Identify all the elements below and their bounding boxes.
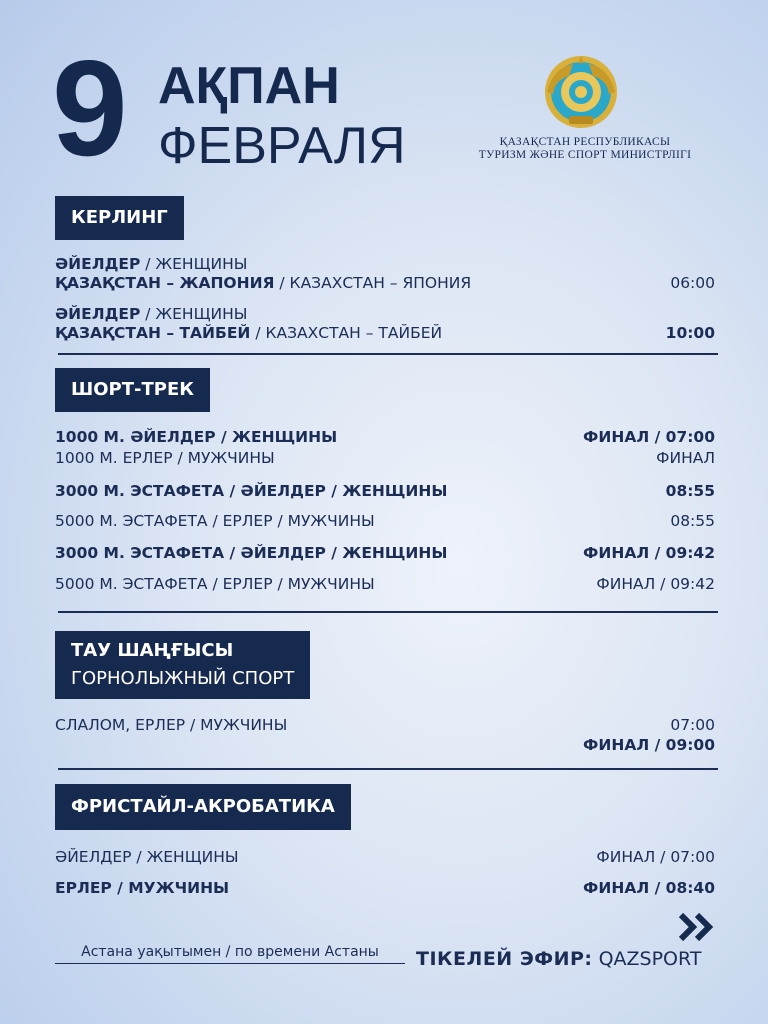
short-track-event bbox=[55, 481, 715, 501]
short-track-event bbox=[55, 511, 715, 531]
divider bbox=[58, 611, 718, 613]
curling-event-1-category bbox=[55, 254, 715, 274]
channel-name: QAZSPORT bbox=[592, 948, 702, 970]
divider bbox=[58, 353, 718, 355]
alpine-event bbox=[55, 715, 715, 735]
event-name: 3000 М. ЭСТАФЕТА / ӘЙЕЛДЕР / ЖЕНЩИНЫ bbox=[55, 482, 448, 500]
alpine-event-final bbox=[55, 735, 715, 755]
live-broadcast bbox=[416, 948, 701, 970]
timezone-note: Астана уақытымен / по времени Астаны bbox=[55, 944, 405, 964]
month-kz: АҚПАН bbox=[158, 57, 340, 115]
category-ru: / ЖЕНЩИНЫ bbox=[140, 255, 248, 273]
event-time: ФИНАЛ / 08:40 bbox=[583, 879, 715, 897]
freestyle-tag: ФРИСТАЙЛ-АКРОБАТИКА bbox=[55, 784, 351, 830]
event-time: 08:55 bbox=[665, 482, 715, 500]
month-ru: ФЕВРАЛЯ bbox=[158, 117, 406, 175]
alpine-title-ru: ГОРНОЛЫЖНЫЙ СПОРТ bbox=[71, 668, 295, 689]
ministry-line-1: ҚАЗАҚСТАН РЕСПУБЛИКАСЫ bbox=[499, 136, 671, 148]
curling-event-1 bbox=[55, 273, 715, 293]
live-label: ТІКЕЛЕЙ ЭФИР: bbox=[416, 948, 593, 970]
short-track-event bbox=[55, 448, 715, 468]
match-kz: ҚАЗАҚСТАН – ТАЙБЕЙ bbox=[55, 324, 251, 342]
alpine-tag bbox=[55, 631, 310, 699]
short-track-event bbox=[55, 427, 715, 447]
event-name: 1000 М. ЕРЛЕР / МУЖЧИНЫ bbox=[55, 449, 275, 467]
event-name: 5000 М. ЭСТАФЕТА / ЕРЛЕР / МУЖЧИНЫ bbox=[55, 512, 375, 530]
category-kz: ӘЙЕЛДЕР bbox=[55, 305, 141, 323]
event-time: ФИНАЛ / 07:00 bbox=[596, 848, 715, 866]
event-name: ӘЙЕЛДЕР / ЖЕНЩИНЫ bbox=[55, 848, 239, 866]
event-time: ФИНАЛ bbox=[656, 449, 715, 467]
category-ru: / ЖЕНЩИНЫ bbox=[140, 305, 248, 323]
match-ru: / КАЗАХСТАН – ТАЙБЕЙ bbox=[250, 324, 443, 342]
event-time: ФИНАЛ / 09:00 bbox=[583, 736, 715, 754]
event-name: 1000 М. ӘЙЕЛДЕР / ЖЕНЩИНЫ bbox=[55, 428, 338, 446]
ministry-line-2: ТУРИЗМ ЖӘНЕ СПОРТ МИНИСТРЛІГІ bbox=[478, 149, 692, 161]
category-kz: ӘЙЕЛДЕР bbox=[55, 255, 141, 273]
state-emblem-icon bbox=[543, 54, 619, 130]
event-name: СЛАЛОМ, ЕРЛЕР / МУЖЧИНЫ bbox=[55, 716, 288, 734]
event-time: ФИНАЛ / 07:00 bbox=[583, 428, 715, 446]
event-time: 07:00 bbox=[670, 716, 715, 734]
curling-event-2 bbox=[55, 323, 715, 343]
curling-tag: КЕРЛИНГ bbox=[55, 196, 184, 240]
short-track-tag: ШОРТ-ТРЕК bbox=[55, 368, 210, 412]
short-track-event bbox=[55, 543, 715, 563]
alpine-title-kz: ТАУ ШАҢҒЫСЫ bbox=[71, 640, 234, 661]
event-name: 5000 М. ЭСТАФЕТА / ЕРЛЕР / МУЖЧИНЫ bbox=[55, 575, 375, 593]
day-number: 9 bbox=[52, 32, 124, 184]
event-time: ФИНАЛ / 09:42 bbox=[596, 575, 715, 593]
event-time: 08:55 bbox=[670, 512, 715, 530]
event-name: 3000 М. ЭСТАФЕТА / ӘЙЕЛДЕР / ЖЕНЩИНЫ bbox=[55, 544, 448, 562]
short-track-event bbox=[55, 574, 715, 594]
divider bbox=[58, 768, 718, 770]
freestyle-event bbox=[55, 878, 715, 898]
double-chevron-right-icon[interactable] bbox=[678, 912, 714, 942]
match-ru: / КАЗАХСТАН – ЯПОНИЯ bbox=[274, 274, 472, 292]
event-time: 10:00 bbox=[665, 324, 715, 342]
ministry-name bbox=[440, 136, 730, 162]
curling-event-2-category bbox=[55, 304, 715, 324]
match-kz: ҚАЗАҚСТАН – ЖАПОНИЯ bbox=[55, 274, 275, 292]
event-time: ФИНАЛ / 09:42 bbox=[583, 544, 715, 562]
event-name: ЕРЛЕР / МУЖЧИНЫ bbox=[55, 879, 230, 897]
event-time: 06:00 bbox=[670, 274, 715, 292]
freestyle-event bbox=[55, 847, 715, 867]
